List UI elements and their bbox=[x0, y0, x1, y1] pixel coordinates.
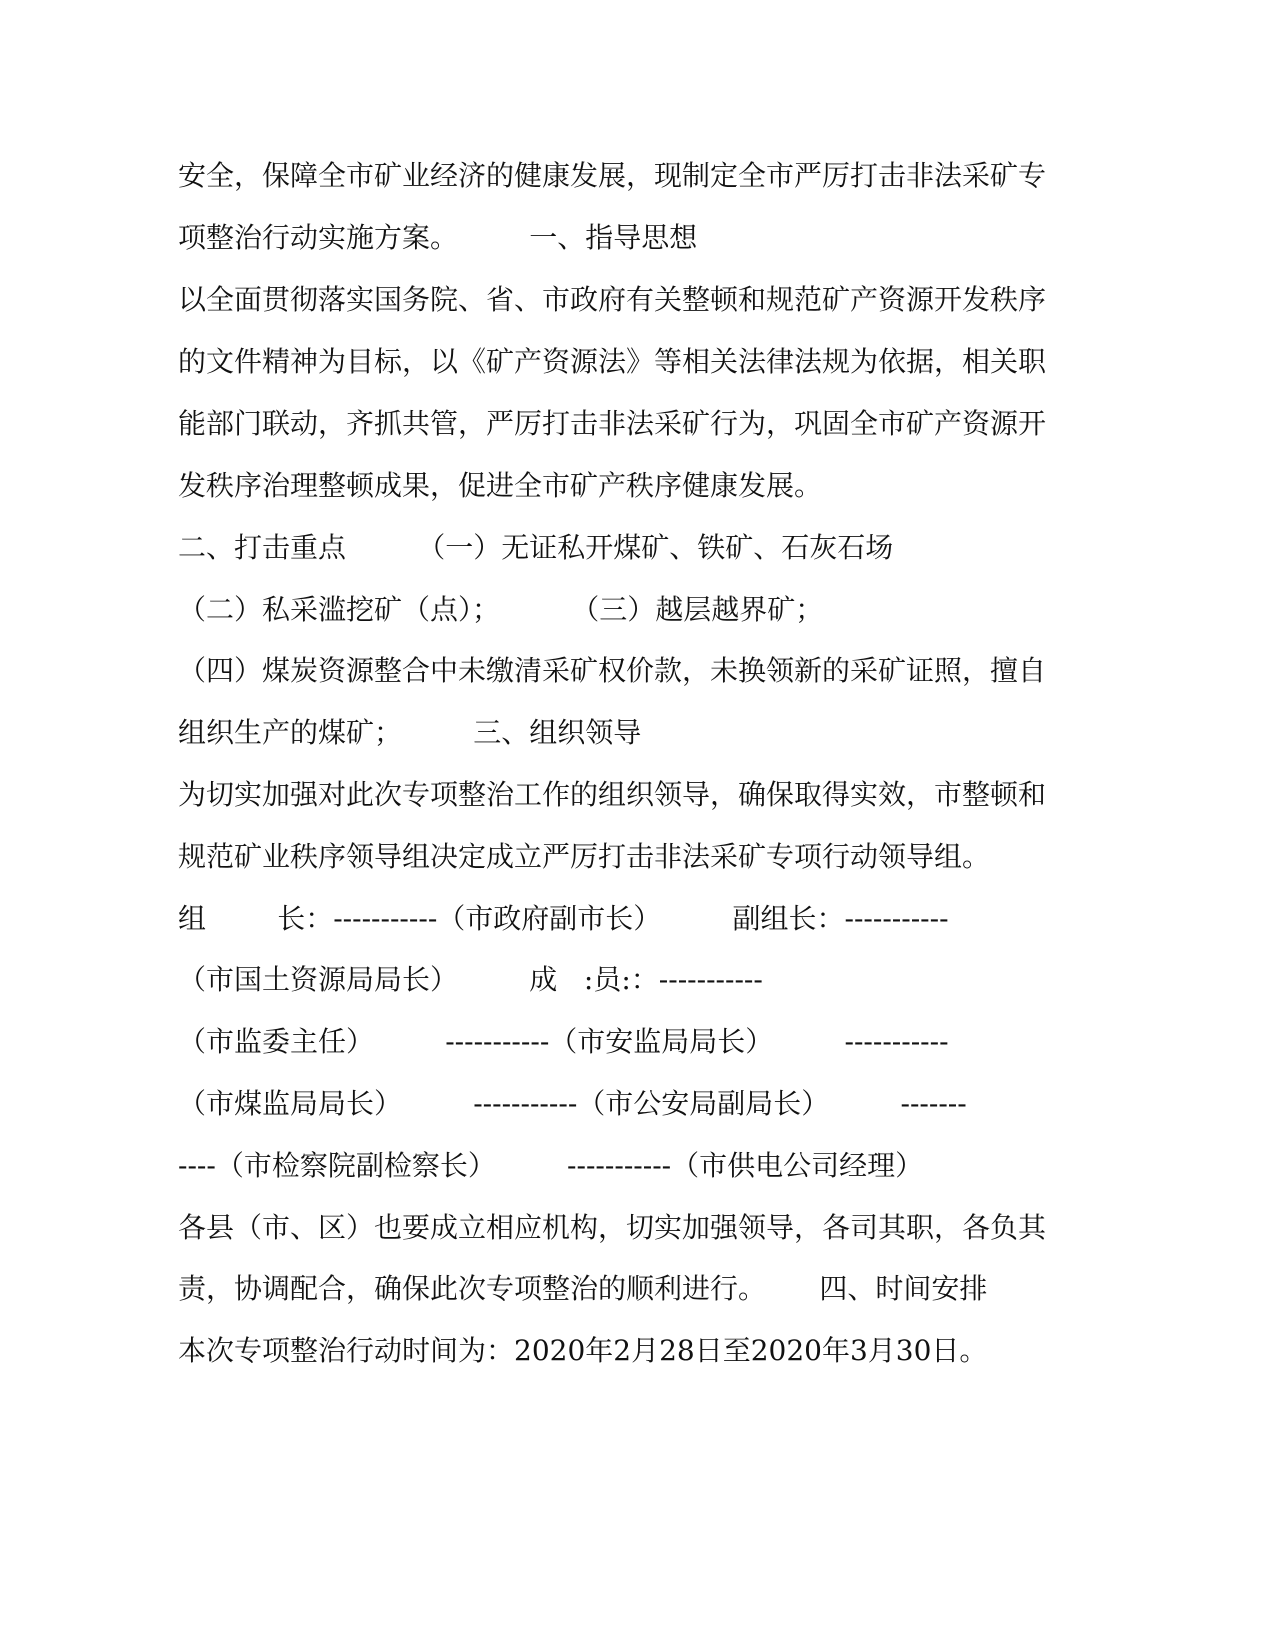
text-line-9: （四）煤炭资源整合中未缴清采矿权价款，未换领新的采矿证照，擅自 bbox=[178, 654, 1047, 687]
text-line-10: 组织生产的煤矿； 三、组织领导 bbox=[178, 716, 642, 749]
text-line-6: 发秩序治理整顿成果，促进全市矿产秩序健康发展。 bbox=[178, 469, 823, 502]
text-line-8: （二）私采滥挖矿（点）； （三）越层越界矿； bbox=[178, 593, 824, 626]
text-line-14: （市国土资源局局长） 成 :员:：----------- bbox=[178, 963, 763, 996]
text-line-17: ----（市检察院副检察长） -----------（市供电公司经理） bbox=[178, 1149, 924, 1182]
text-line-5: 能部门联动，齐抓共管，严厉打击非法采矿行为，巩固全市矿产资源开 bbox=[178, 407, 1047, 440]
text-line-13: 组 长：-----------（市政府副市长） 副组长：----------- bbox=[178, 902, 949, 935]
text-line-16: （市煤监局局长） -----------（市公安局副局长） ------- bbox=[178, 1087, 967, 1120]
text-line-20: 本次专项整治行动时间为：2020年2月28日至2020年3月30日。 bbox=[178, 1334, 988, 1367]
text-line-7: 二、打击重点 （一）无证私开煤矿、铁矿、石灰石场 bbox=[178, 531, 894, 564]
text-line-3: 以全面贯彻落实国务院、省、市政府有关整顿和规范矿产资源开发秩序 bbox=[178, 283, 1047, 316]
text-line-19: 责，协调配合，确保此次专项整治的顺利进行。 四、时间安排 bbox=[178, 1272, 988, 1305]
text-line-2: 项整治行动实施方案。 一、指导思想 bbox=[178, 221, 698, 254]
text-line-4: 的文件精神为目标，以《矿产资源法》等相关法律法规为依据，相关职 bbox=[178, 345, 1047, 378]
text-line-1: 安全，保障全市矿业经济的健康发展，现制定全市严厉打击非法采矿专 bbox=[178, 159, 1047, 192]
text-line-11: 为切实加强对此次专项整治工作的组织领导，确保取得实效，市整顿和 bbox=[178, 778, 1047, 811]
text-line-15: （市监委主任） -----------（市安监局局长） ----------- bbox=[178, 1025, 949, 1058]
text-line-12: 规范矿业秩序领导组决定成立严厉打击非法采矿专项行动领导组。 bbox=[178, 840, 991, 873]
text-line-18: 各县（市、区）也要成立相应机构，切实加强领导，各司其职，各负其 bbox=[178, 1211, 1047, 1244]
